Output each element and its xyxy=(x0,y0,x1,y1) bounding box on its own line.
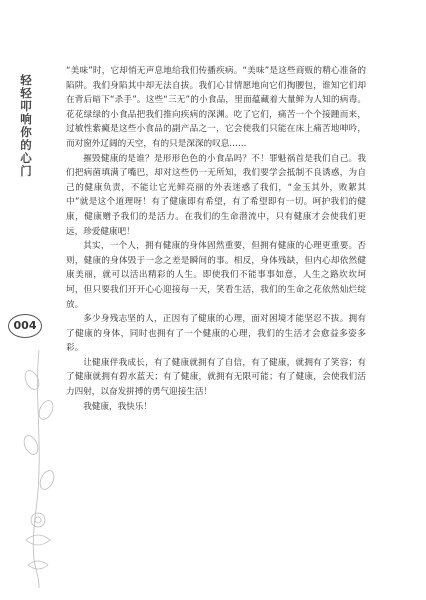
paragraph-6: 我健康，我快乐！ xyxy=(83,401,152,412)
page-number: 004 xyxy=(8,314,42,338)
paragraph-5: 让健康伴我成长，有了健康就拥有了自信，有了健康，就拥有了笑容；有了健康就拥有碧水蓝天；有了健康，就拥有无限可能；有了健康，会使我们活力四射，以奋发拼搏的勇气迎接生活！ xyxy=(66,357,366,398)
floral-decoration-icon xyxy=(14,340,64,590)
paragraph-2: 摧毁健康的是谁？是形形色色的小食品吗？不！罪魁祸首是我们自己。我们把病菌填满了嘴巴，却对这些仍一无所知，我们要学会抵制不良诱惑，为自己的健康负责，不能让它光鲜亮丽的外表迷惑了我们，“金玉其外，败絮其中”就是这个道理呀！有了健康即有希望，有了希望即有一切。呵护我们的健康，健康赠予我们的是活力。在我们的生命潜流中，只有健康才会使我们更远，珍爱健康吧！ xyxy=(66,153,366,237)
paragraph-1: “美味”时，它却悄无声息地给我们传播疾病。“美味”是这些商贩的精心准备的陷阱。我们身陷其中却无法自拔。我们心甘情愿地向它们掏腰包，谁知它们却在背后暗下“杀手”。这些“三无”的小食品，里面蕴藏着大量鲜为人知的病毒。花花绿绿的小食品把我们推向疾病的深渊。吃了它们，痛苦一个个接踵而来，过敏性紫癜是这些小食品的副产品之一，它会使我们只能在床上痛苦地呻吟，而对窗外辽阔的天空，有的只是深深的叹息…… xyxy=(66,66,366,149)
chapter-side-title: 轻轻叩响你的心门 xyxy=(19,74,33,178)
body-text xyxy=(66,64,366,414)
paragraph-4: 多少身残志坚的人，正因有了健康的心理，面对困境才能坚忍不拔。拥有了健康的身体，同时也拥有了一个健康的心理，我们的生活才会愈益多姿多彩。 xyxy=(66,314,366,354)
paragraph-3: 其实，一个人，拥有健康的身体固然重要，但拥有健康的心理更重要。否则，健康的身体毁于一念之差是瞬间的事。相反，身体残缺，但内心却依然健康美丽，就可以活出精彩的人生。即使我们不能事事如意，人生之路坎坎坷坷，但只要我们开开心心迎接每一天，笑看生活，我们的生命之花依然灿烂绽放。 xyxy=(66,241,366,310)
